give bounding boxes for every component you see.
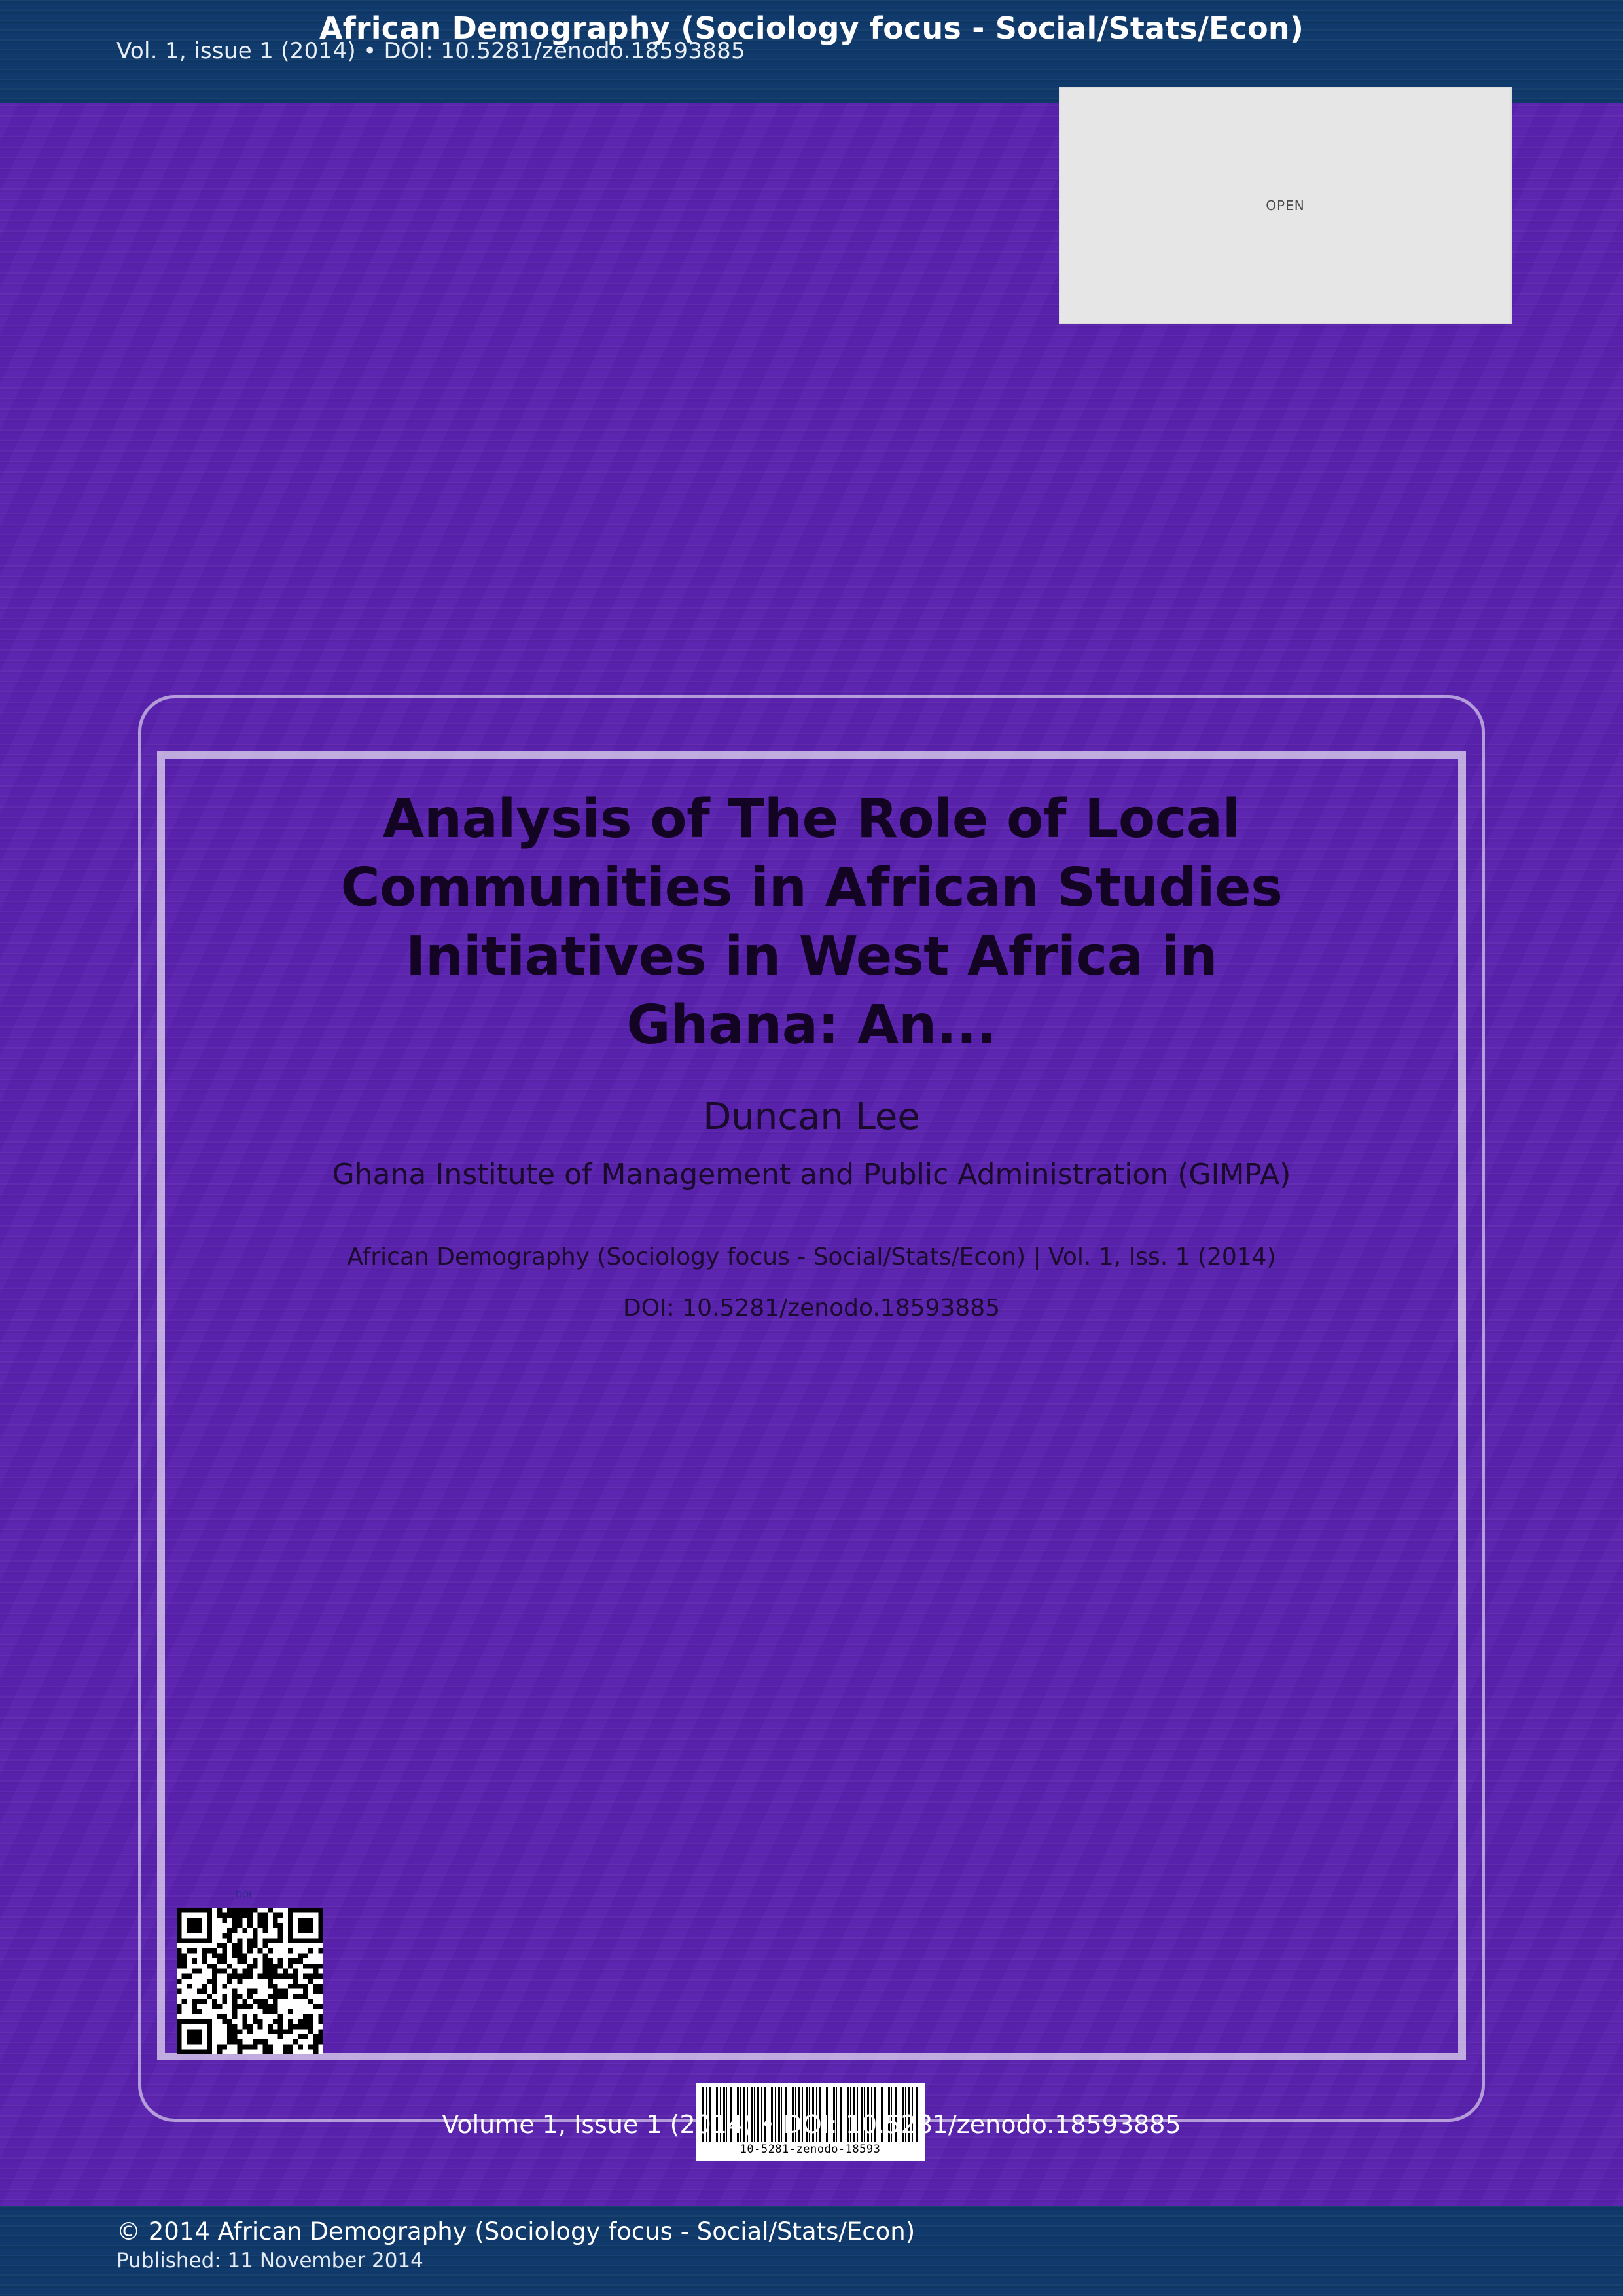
published-date: Published: 11 November 2014	[116, 2249, 423, 2272]
copyright-text: © 2014 African Demography (Sociology focus - Social/Stats/Econ)	[116, 2217, 916, 2246]
qr-caption: DOI	[236, 1890, 252, 1900]
journal-reference: African Demography (Sociology focus - Social/Stats/Econ) | Vol. 1, Iss. 1 (2014)	[347, 1243, 1276, 1270]
open-access-badge	[1059, 87, 1512, 324]
qr-code	[177, 1890, 323, 2054]
footer-bar	[0, 2206, 1623, 2296]
volume-issue-doi-line: Volume 1, Issue 1 (2014) • DOI: 10.5281/zenodo.18593885	[442, 2110, 1181, 2139]
doi-text: DOI: 10.5281/zenodo.18593885	[622, 1294, 1001, 1321]
author-affiliation: Ghana Institute of Management and Public Administration (GIMPA)	[332, 1157, 1291, 1191]
cover-text-block	[327, 785, 1296, 1321]
open-access-label: OPEN	[1266, 198, 1305, 213]
issue-doi-line: Vol. 1, issue 1 (2014) • DOI: 10.5281/zenodo.18593885	[116, 38, 745, 64]
author-name: Duncan Lee	[703, 1095, 920, 1138]
page-title: Analysis of The Role of Local Communities in African Studies Initiatives in West Africa in Ghana: An...	[340, 788, 1283, 1056]
barcode-value: 10-5281-zenodo-18593	[740, 2143, 881, 2156]
journal-name: African Demography (Sociology focus - Social/Stats/Econ)	[319, 10, 1304, 46]
qr-code-image	[177, 1908, 323, 2054]
